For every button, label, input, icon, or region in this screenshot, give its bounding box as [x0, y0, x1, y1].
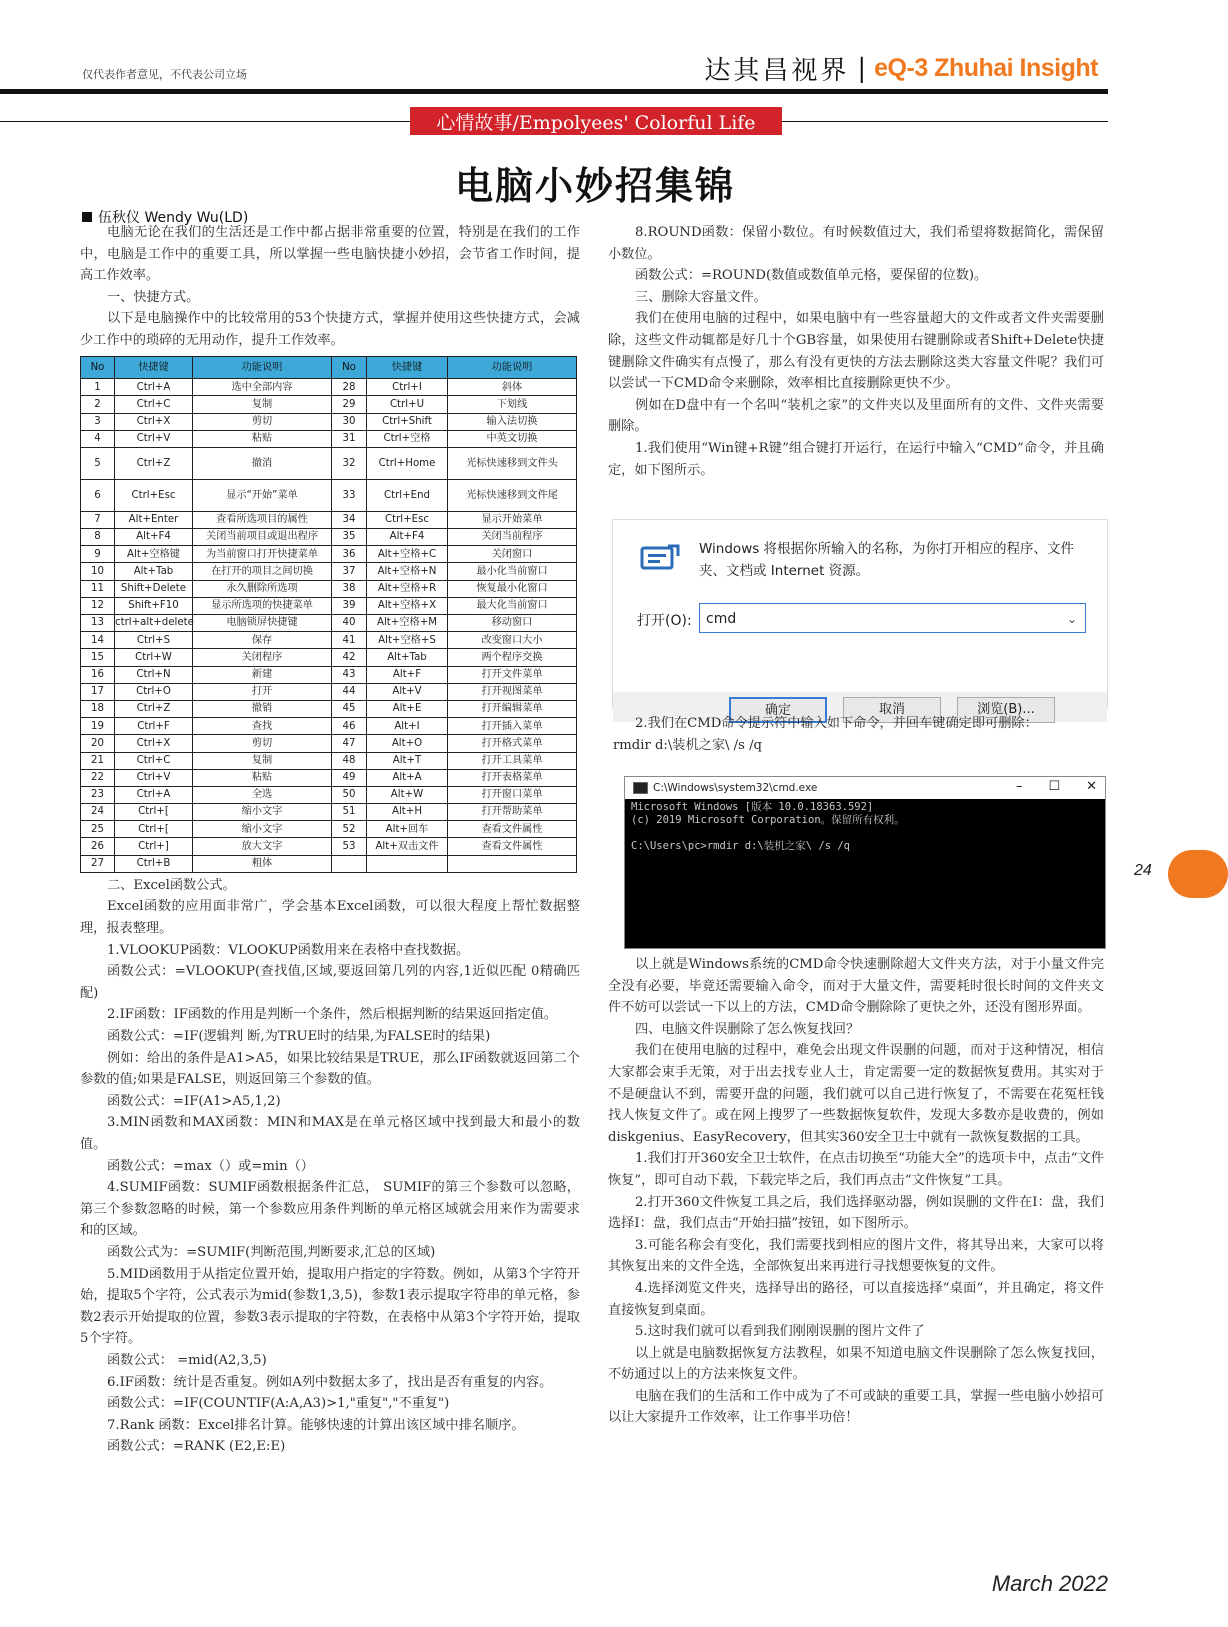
- table-cell: 剪切: [193, 413, 332, 430]
- table-cell: Ctrl+S: [115, 632, 193, 649]
- table-cell: 43: [332, 666, 367, 683]
- table-cell: Ctrl+Z: [115, 447, 193, 479]
- paragraph: 以上就是电脑数据恢复方法教程，如果不知道电脑文件误删除了怎么恢复找回，不妨通过以上的方法来恢复文件。: [608, 1345, 1104, 1383]
- table-row: [81, 769, 577, 786]
- table-cell: Alt+空格+M: [367, 615, 448, 632]
- table-cell: Alt+H: [367, 804, 448, 821]
- table-cell: 29: [332, 396, 367, 413]
- table-cell: Ctrl+[: [115, 804, 193, 821]
- table-cell: 50: [332, 786, 367, 803]
- paragraph: 函数公式：=VLOOKUP(查找值,区域,要返回第几列的内容,1近似匹配 0精确匹配): [80, 964, 580, 1001]
- table-row: [81, 752, 577, 769]
- table-cell: 51: [332, 804, 367, 821]
- table-cell: 26: [81, 838, 115, 855]
- table-cell: 34: [332, 511, 367, 528]
- table-cell: 复制: [193, 752, 332, 769]
- section-banner: 心情故事/Empolyees' Colorful Life: [410, 107, 782, 135]
- paragraph: 4.选择浏览文件夹，选择导出的路径，可以直接选择“桌面”，并且确定，将文件直接恢复到桌面。: [608, 1280, 1104, 1318]
- masthead: [704, 50, 1098, 87]
- table-cell: Alt+双击文件: [367, 838, 448, 855]
- table-cell: 47: [332, 735, 367, 752]
- table-cell: 最大化当前窗口: [448, 597, 577, 614]
- table-cell: [448, 855, 577, 872]
- table-cell: 关闭窗口: [448, 546, 577, 563]
- table-cell: Ctrl+X: [115, 413, 193, 430]
- article-title: 电脑小妙招集锦: [454, 163, 735, 208]
- table-cell: 粘贴: [193, 769, 332, 786]
- table-cell: 永久删除所选项: [193, 580, 332, 597]
- table-header-cell: 功能说明: [193, 356, 332, 379]
- page-number: 24: [1134, 862, 1152, 879]
- table-cell: Alt+I: [367, 718, 448, 735]
- table-cell: 41: [332, 632, 367, 649]
- paragraph: 三、删除大容量文件。: [635, 289, 767, 305]
- table-cell: Alt+F4: [115, 529, 193, 546]
- table-cell: Ctrl+B: [115, 855, 193, 872]
- paragraph: 函数公式： =mid(A2,3,5): [107, 1352, 267, 1368]
- paragraph: 3.可能名称会有变化，我们需要找到相应的图片文件，将其导出来，大家可以将其恢复出来的文件全选，全部恢复出来再进行寻找想要恢复的文件。: [608, 1237, 1104, 1275]
- table-cell: Alt+回车: [367, 821, 448, 838]
- table-cell: 显示“开始”菜单: [193, 479, 332, 511]
- table-cell: 关闭当前项目或退出程序: [193, 529, 332, 546]
- table-cell: 光标快速移到文件头: [448, 447, 577, 479]
- table-cell: Ctrl+]: [115, 838, 193, 855]
- table-cell: Alt+F4: [367, 529, 448, 546]
- table-cell: 在打开的项目之间切换: [193, 563, 332, 580]
- table-cell: 中英文切换: [448, 430, 577, 447]
- paragraph: 函数公式：=IF(A1>A5,1,2): [107, 1093, 281, 1109]
- table-cell: 44: [332, 683, 367, 700]
- table-cell: 选中全部内容: [193, 379, 332, 396]
- table-cell: Ctrl+N: [115, 666, 193, 683]
- table-cell: 放大文字: [193, 838, 332, 855]
- table-cell: Ctrl+Esc: [367, 511, 448, 528]
- paragraph: 1.VLOOKUP函数：VLOOKUP函数用来在表格中查找数据。: [107, 942, 470, 958]
- table-cell: 23: [81, 786, 115, 803]
- table-cell: 40: [332, 615, 367, 632]
- table-cell: Ctrl+U: [367, 396, 448, 413]
- paragraph: rmdir d:\装机之家\ /s /q: [613, 737, 762, 753]
- table-cell: 39: [332, 597, 367, 614]
- table-cell: 31: [332, 430, 367, 447]
- table-cell: Shift+Delete: [115, 580, 193, 597]
- table-row: [81, 632, 577, 649]
- table-cell: 移动窗口: [448, 615, 577, 632]
- table-cell: Alt+E: [367, 700, 448, 717]
- table-row: [81, 804, 577, 821]
- table-row: [81, 838, 577, 855]
- cmd-window: [624, 776, 1106, 949]
- paragraph: 2.我们在CMD命令提示符中输入如下命令，并回车键确定即可删除：: [635, 716, 1038, 731]
- table-cell: 11: [81, 580, 115, 597]
- cmd-titlebar: [625, 777, 1105, 799]
- intro-paragraphs: [80, 222, 580, 352]
- cmd-instruction: [608, 713, 1104, 756]
- table-cell: Alt+T: [367, 752, 448, 769]
- table-cell: ctrl+alt+delete: [115, 615, 193, 632]
- table-cell: Alt+Enter: [115, 511, 193, 528]
- table-cell: 下划线: [448, 396, 577, 413]
- paragraph: 函数公式：=IF(COUNTIF(A:A,A3)>1,"重复","不重复"): [107, 1396, 450, 1412]
- table-cell: 撤消: [193, 447, 332, 479]
- page-tab: [1168, 850, 1228, 898]
- table-cell: 24: [81, 804, 115, 821]
- table-cell: 13: [81, 615, 115, 632]
- table-cell: 48: [332, 752, 367, 769]
- table-cell: 打开工具菜单: [448, 752, 577, 769]
- table-cell: 45: [332, 700, 367, 717]
- table-cell: 15: [81, 649, 115, 666]
- open-label: 打开(O):: [637, 613, 692, 629]
- run-dialog: [612, 519, 1108, 718]
- table-cell: 49: [332, 769, 367, 786]
- maximize-icon[interactable]: ☐: [1048, 779, 1061, 794]
- table-cell: Ctrl+Home: [367, 447, 448, 479]
- table-cell: Ctrl+I: [367, 379, 448, 396]
- table-cell: 打开帮助菜单: [448, 804, 577, 821]
- table-cell: 20: [81, 735, 115, 752]
- table-cell: Ctrl+X: [115, 735, 193, 752]
- window-controls: [1016, 779, 1097, 794]
- table-cell: 28: [332, 379, 367, 396]
- cmd-title: C:\Windows\system32\cmd.exe: [653, 782, 818, 794]
- table-cell: 显示开始菜单: [448, 511, 577, 528]
- paragraph: 电脑在我们的生活和工作中成为了不可或缺的重要工具，掌握一些电脑小妙招可以让大家提升工作效率，让工作事半功倍！: [608, 1388, 1104, 1426]
- table-cell: 查看所选项目的属性: [193, 511, 332, 528]
- table-cell: 5: [81, 447, 115, 479]
- paragraph: 我们在使用电脑的过程中，如果电脑中有一些容量超大的文件或者文件夹需要删除，这些文件动辄都是好几十个GB容量，如果使用右键删除或者Shift+Delete快捷键删除文件确实有点慢了，那么有没有更快的方法去删除这类大容量文件呢？我们可以尝试一下CMD命令来删除，效率相比直接删除更快不少。: [608, 311, 1104, 392]
- table-row: [81, 546, 577, 563]
- table-row: [81, 430, 577, 447]
- table-row: [81, 396, 577, 413]
- table-cell: 打开视图菜单: [448, 683, 577, 700]
- table-cell: 4: [81, 430, 115, 447]
- table-header-cell: 快捷键: [367, 356, 448, 379]
- table-cell: 新建: [193, 666, 332, 683]
- table-cell: 30: [332, 413, 367, 430]
- table-cell: Ctrl+[: [115, 821, 193, 838]
- table-cell: 打开表格菜单: [448, 769, 577, 786]
- table-row: [81, 683, 577, 700]
- table-cell: 查看文件属性: [448, 821, 577, 838]
- table-cell: 打开编辑菜单: [448, 700, 577, 717]
- right-column: [608, 222, 1104, 481]
- table-row: [81, 700, 577, 717]
- table-cell: 粘贴: [193, 430, 332, 447]
- table-cell: Ctrl+C: [115, 396, 193, 413]
- chevron-down-icon[interactable]: ⌄: [1066, 612, 1077, 626]
- table-cell: 33: [332, 479, 367, 511]
- table-cell: Alt+空格+C: [367, 546, 448, 563]
- table-cell: Alt+O: [367, 735, 448, 752]
- paragraph: 以下是电脑操作中的比较常用的53个快捷方式，掌握并使用这些快捷方式，会减少工作中的琐碎的无用动作，提升工作效率。: [80, 311, 580, 348]
- table-cell: Alt+空格+N: [367, 563, 448, 580]
- table-cell: 改变窗口大小: [448, 632, 577, 649]
- table-cell: 复制: [193, 396, 332, 413]
- paragraph: 5.MID函数用于从指定位置开始，提取用户指定的字符数。例如，从第3个字符开始，提取5个字符，公式表示为mid(参数1,3,5)，参数1表示提取字符串的单元格，参数2表示开始提取的位置，参数3表示提取的字符数，在表格中从第3个字符开始，提取5个字符。: [80, 1266, 580, 1347]
- paragraph: 四、电脑文件误删除了怎么恢复找回？: [635, 1021, 860, 1037]
- table-cell: Ctrl+空格: [367, 430, 448, 447]
- table-cell: 斜体: [448, 379, 577, 396]
- table-cell: Alt+空格+R: [367, 580, 448, 597]
- paragraph: 函数公式为：=SUMIF(判断范围,判断要求,汇总的区域): [107, 1244, 436, 1260]
- ok-button[interactable]: 确定: [729, 697, 827, 723]
- table-cell: Alt+Tab: [115, 563, 193, 580]
- paragraph: 2.IF函数：IF函数的作用是判断一个条件，然后根据判断的结果返回指定值。: [107, 1007, 558, 1023]
- issue-date: March 2022: [991, 1571, 1108, 1596]
- table-cell: 光标快速移到文件尾: [448, 479, 577, 511]
- run-input-value: cmd: [706, 611, 737, 627]
- run-icon: [638, 542, 680, 574]
- paragraph: 一、快捷方式。: [107, 289, 200, 305]
- table-cell: 9: [81, 546, 115, 563]
- table-cell: 粗体: [193, 855, 332, 872]
- table-cell: Alt+空格+S: [367, 632, 448, 649]
- table-row: [81, 615, 577, 632]
- table-row: [81, 563, 577, 580]
- table-cell: 全选: [193, 786, 332, 803]
- cancel-button[interactable]: 取消: [843, 697, 941, 723]
- table-cell: 打开插入菜单: [448, 718, 577, 735]
- paragraph: 我们在使用电脑的过程中，难免会出现文件误删的问题，而对于这种情况，相信大家都会束手无策，对于出去找专业人士，肯定需要一定的数据恢复费用。其实对于不是硬盘认不到，需要开盘的问题，我们就可以自己进行恢复了，不需要在花冤枉钱找人恢复文件了。或在网上搜罗了一些数据恢复软件，发现大多数亦是收费的，例如diskgenius、EasyRecovery，但其实360安全卫士中就有一款恢复数据的工具。: [608, 1043, 1104, 1145]
- table-row: [81, 479, 577, 511]
- table-cell: 19: [81, 718, 115, 735]
- paragraph: 3.MIN函数和MAX函数：MIN和MAX是在单元格区域中找到最大和最小的数值。: [80, 1115, 580, 1152]
- table-cell: 25: [81, 821, 115, 838]
- table-cell: 打开窗口菜单: [448, 786, 577, 803]
- cmd-line: [631, 827, 1099, 840]
- paragraph: 5.这时我们就可以看到我们刚刚误删的图片文件了: [635, 1324, 925, 1340]
- paragraph: 6.IF函数：统计是否重复。例如A列中数据太多了，找出是否有重复的内容。: [107, 1374, 553, 1390]
- paragraph: 1.我们使用“Win键+R键”组合键打开运行，在运行中输入“CMD”命令，并且确定，如下图所示。: [608, 440, 1104, 478]
- table-cell: 查找: [193, 718, 332, 735]
- table-cell: Alt+空格+X: [367, 597, 448, 614]
- table-cell: 撤销: [193, 700, 332, 717]
- paragraph: 4.SUMIF函数：SUMIF函数根据条件汇总， SUMIF的第三个参数可以忽略，第三个参数忽略的时候，第一个参数应用条件判断的单元格区域就会用来作为需要求和的区域。: [80, 1180, 580, 1239]
- table-cell: 14: [81, 632, 115, 649]
- paragraph: 7.Rank 函数：Excel排名计算。能够快速的计算出该区域中排名顺序。: [107, 1417, 525, 1433]
- table-cell: 27: [81, 855, 115, 872]
- table-cell: Ctrl+V: [115, 430, 193, 447]
- table-row: [81, 786, 577, 803]
- table-cell: 6: [81, 479, 115, 511]
- paragraph: 函数公式：=ROUND(数值或数值单元格，要保留的位数)。: [635, 268, 988, 284]
- table-row: [81, 821, 577, 838]
- table-cell: 剪切: [193, 735, 332, 752]
- table-cell: Ctrl+O: [115, 683, 193, 700]
- table-header-row: [81, 356, 577, 379]
- table-cell: Alt+空格键: [115, 546, 193, 563]
- paragraph: 1.我们打开360安全卫士软件，在点击切换至“功能大全”的选项卡中，点击“文件恢复”，即可自动下载，下载完毕之后，我们再点击“文件恢复”工具。: [608, 1151, 1104, 1188]
- table-row: [81, 580, 577, 597]
- table-cell: Ctrl+Shift: [367, 413, 448, 430]
- table-header-cell: 快捷键: [115, 356, 193, 379]
- table-cell: 12: [81, 597, 115, 614]
- table-cell: Ctrl+A: [115, 379, 193, 396]
- table-cell: Alt+W: [367, 786, 448, 803]
- table-cell: 53: [332, 838, 367, 855]
- browse-button[interactable]: 浏览(B)...: [957, 697, 1055, 723]
- table-cell: 52: [332, 821, 367, 838]
- table-row: [81, 735, 577, 752]
- table-row: [81, 649, 577, 666]
- paragraph: Excel函数的应用面非常广，学会基本Excel函数，可以很大程度上帮忙数据整理，报表整理。: [80, 899, 580, 937]
- table-cell: 恢复最小化窗口: [448, 580, 577, 597]
- table-cell: 38: [332, 580, 367, 597]
- table-cell: 为当前窗口打开快捷菜单: [193, 546, 332, 563]
- table-row: [81, 447, 577, 479]
- table-cell: Ctrl+V: [115, 769, 193, 786]
- table-header-cell: 功能说明: [448, 356, 577, 379]
- table-cell: 7: [81, 511, 115, 528]
- left-column: [80, 222, 580, 1458]
- disclaimer: 仅代表作者意见，不代表公司立场: [82, 68, 247, 81]
- table-cell: 2: [81, 396, 115, 413]
- paragraph: 二、Excel函数公式。: [107, 877, 236, 893]
- table-row: [81, 413, 577, 430]
- table-row: [81, 718, 577, 735]
- table-row: [81, 855, 577, 872]
- author-name: 伍秋仪 Wendy Wu(LD): [98, 210, 249, 226]
- table-cell: Ctrl+W: [115, 649, 193, 666]
- table-cell: 16: [81, 666, 115, 683]
- table-cell: 缩小文字: [193, 821, 332, 838]
- table-row: [81, 511, 577, 528]
- table-cell: 37: [332, 563, 367, 580]
- console-icon: [633, 782, 648, 794]
- cmd-line: Microsoft Windows [版本 10.0.18363.592]: [631, 801, 874, 813]
- table-cell: 缩小文字: [193, 804, 332, 821]
- table-cell: 10: [81, 563, 115, 580]
- paragraph: 电脑无论在我们的生活还是工作中都占据非常重要的位置，特别是在我们的工作中，电脑是工作中的重要工具，所以掌握一些电脑快捷小妙招，会节省工作时间，提高工作效率。: [80, 225, 580, 284]
- table-cell: Alt+A: [367, 769, 448, 786]
- delete-section: [608, 222, 1104, 481]
- table-cell: 21: [81, 752, 115, 769]
- table-cell: 查看文件属性: [448, 838, 577, 855]
- table-cell: 两个程序交换: [448, 649, 577, 666]
- paragraph: 以上就是Windows系统的CMD命令快速删除超大文件夹方法，对于小量文件完全没有必要，毕竟还需要输入命令，而对于大量文件，需要耗时很长时间的文件夹文件不妨可以尝试一下以上的方法，CMD命令删除除了更快之外，还没有图形界面。: [608, 957, 1104, 1016]
- table-cell: 保存: [193, 632, 332, 649]
- shortcut-table: [80, 356, 577, 873]
- table-cell: 22: [81, 769, 115, 786]
- cmd-output: [625, 799, 1105, 855]
- run-input[interactable]: [699, 603, 1086, 633]
- excel-section: [80, 875, 580, 1458]
- table-cell: 3: [81, 413, 115, 430]
- table-cell: 电脑锁屏快捷键: [193, 615, 332, 632]
- table-cell: 打开: [193, 683, 332, 700]
- table-row: [81, 379, 577, 396]
- paragraph: 8.ROUND函数：保留小数位。有时候数值过大，我们希望将数据简化，需保留小数位。: [608, 225, 1104, 262]
- table-cell: 18: [81, 700, 115, 717]
- table-cell: 42: [332, 649, 367, 666]
- paragraph: 函数公式：=RANK (E2,E:E): [107, 1439, 286, 1455]
- table-cell: 关闭当前程序: [448, 529, 577, 546]
- paragraph: 2.打开360文件恢复工具之后，我们选择驱动器，例如误删的文件在I：盘，我们选择I：盘，我们点击“开始扫描”按钮，如下图所示。: [608, 1194, 1104, 1232]
- table-cell: [367, 855, 448, 872]
- table-cell: 1: [81, 379, 115, 396]
- header-rule: [0, 89, 1108, 94]
- minimize-icon[interactable]: –: [1015, 779, 1023, 794]
- recovery-section: [608, 954, 1104, 1429]
- cmd-line: C:\Users\pc>rmdir d:\装机之家\ /s /q: [631, 840, 851, 852]
- paragraph: 例如在D盘中有一个名叫“装机之家”的文件夹以及里面所有的文件、文件夹需要删除。: [608, 397, 1104, 435]
- table-header-cell: No: [332, 356, 367, 379]
- table-body: [81, 379, 577, 873]
- table-cell: 46: [332, 718, 367, 735]
- table-cell: Alt+V: [367, 683, 448, 700]
- table-cell: 打开文件菜单: [448, 666, 577, 683]
- masthead-chinese: 达其昌视界: [704, 56, 850, 86]
- table-cell: Shift+F10: [115, 597, 193, 614]
- table-cell: Ctrl+C: [115, 752, 193, 769]
- masthead-separator: |: [857, 53, 867, 84]
- paragraph: 函数公式：=IF(逻辑判 断,为TRUE时的结果,为FALSE时的结果): [107, 1029, 491, 1044]
- close-icon[interactable]: ✕: [1086, 779, 1097, 794]
- table-cell: Ctrl+Z: [115, 700, 193, 717]
- table-row: [81, 666, 577, 683]
- table-cell: 17: [81, 683, 115, 700]
- table-cell: 36: [332, 546, 367, 563]
- table-cell: [332, 855, 367, 872]
- table-cell: 35: [332, 529, 367, 546]
- paragraph: 例如：给出的条件是A1>A5，如果比较结果是TRUE，那么IF函数就返回第二个参数的值;如果是FALSE，则返回第三个参数的值。: [80, 1050, 580, 1088]
- table-cell: 输入法切换: [448, 413, 577, 430]
- table-cell: Alt+Tab: [367, 649, 448, 666]
- table-cell: 最小化当前窗口: [448, 563, 577, 580]
- table-cell: 打开格式菜单: [448, 735, 577, 752]
- table-cell: Ctrl+F: [115, 718, 193, 735]
- paragraph: 函数公式：=max（）或=min（）: [107, 1158, 314, 1174]
- table-cell: 8: [81, 529, 115, 546]
- cmd-line: (c) 2019 Microsoft Corporation。保留所有权利。: [631, 814, 905, 826]
- table-row: [81, 597, 577, 614]
- table-cell: Alt+F: [367, 666, 448, 683]
- table-cell: Ctrl+End: [367, 479, 448, 511]
- table-row: [81, 529, 577, 546]
- masthead-english: eQ-3 Zhuhai Insight: [874, 54, 1098, 82]
- table-cell: 32: [332, 447, 367, 479]
- table-cell: Ctrl+A: [115, 786, 193, 803]
- table-cell: Ctrl+Esc: [115, 479, 193, 511]
- table-header-cell: No: [81, 356, 115, 379]
- table-cell: 关闭程序: [193, 649, 332, 666]
- author-marker: [82, 212, 92, 222]
- table-cell: 显示所选项的快捷菜单: [193, 597, 332, 614]
- run-message: Windows 将根据你所输入的名称，为你打开相应的程序、文件夹、文档或 Internet 资源。: [699, 541, 1075, 579]
